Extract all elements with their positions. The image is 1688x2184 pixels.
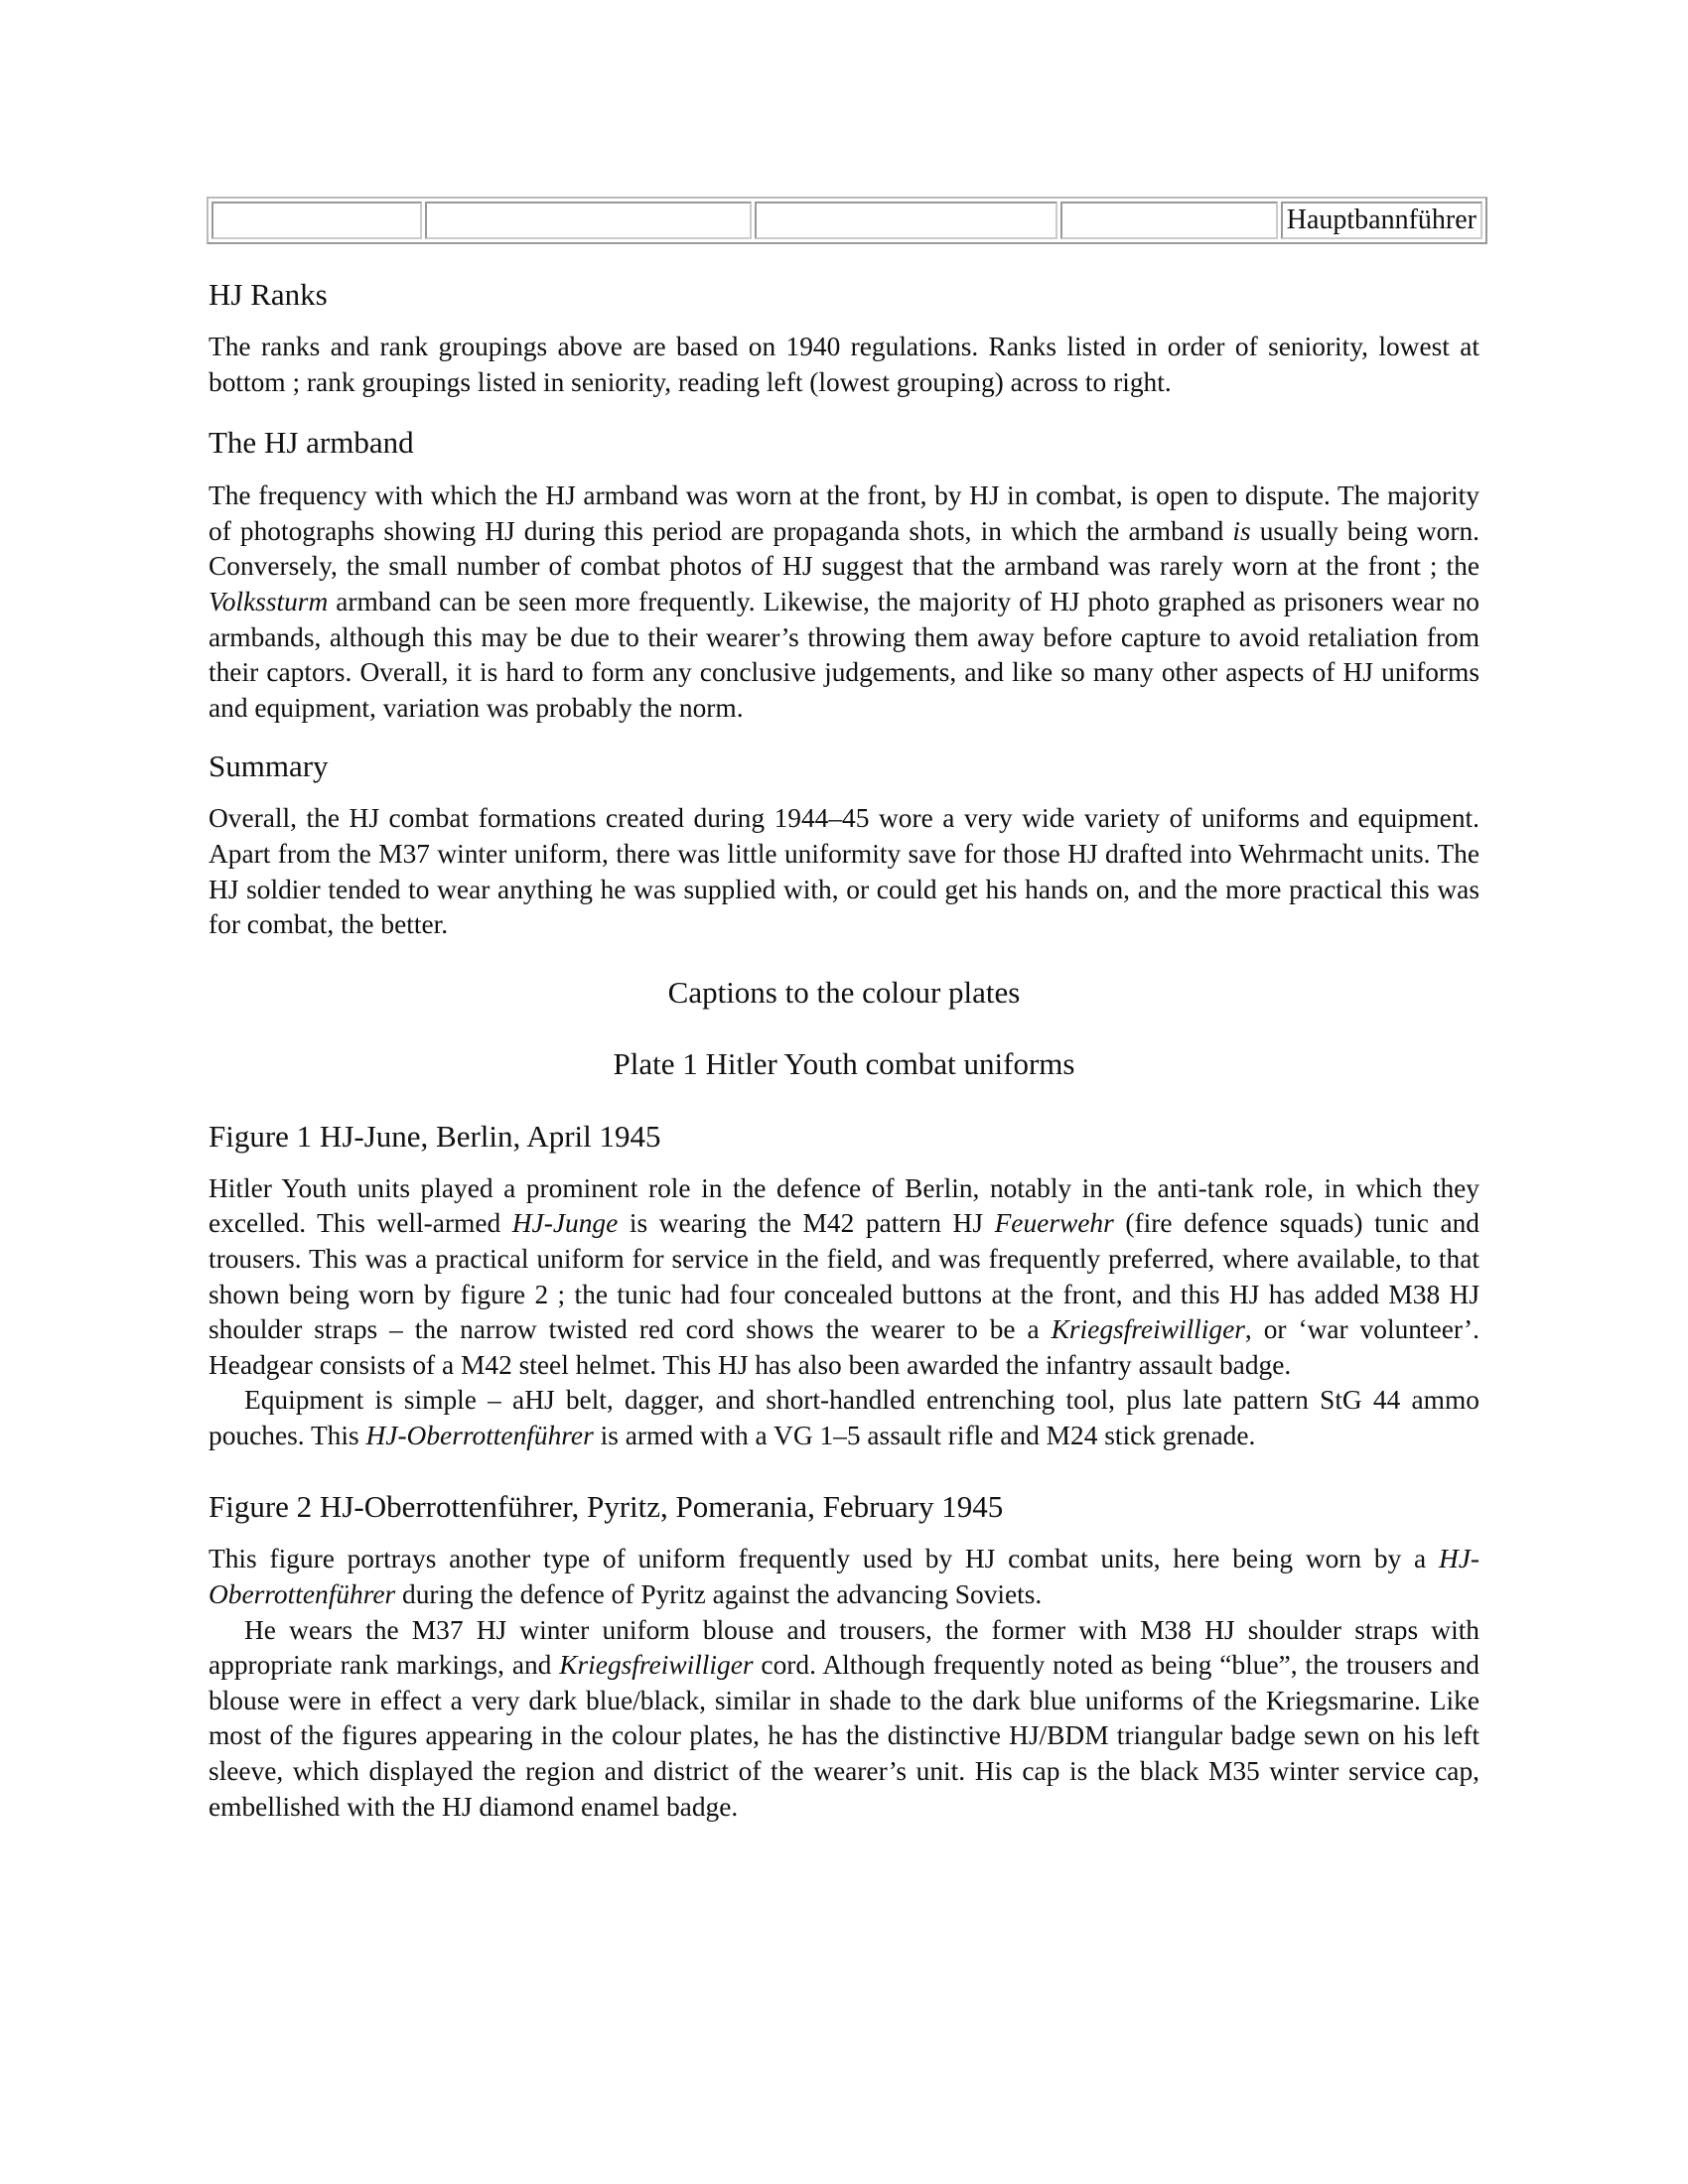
- text-run: armband can be seen more frequently. Likewise, the majority of HJ photo graphed as prisoners wear no armbands, although this may be due to their wearer’s throwing them away before capture to avoid retaliation from their captors. Overall, it is hard to form any conclusive judgements, and like so many other aspects of HJ uniforms and equipment, variation was probably the norm.: [209, 586, 1479, 723]
- table-cell: [755, 202, 1057, 239]
- text-run: (fire defence squads) tunic and trousers. This was a practical uniform for service in the field, and was frequently preferred, where available, to that shown being worn by figure 2 ; the tunic had four concealed buttons at the front, and this HJ has added M38 HJ shoulder straps – the narrow twisted red cord shows the wearer to be a: [209, 1208, 1479, 1345]
- rank-table: [207, 197, 1487, 244]
- text-run: This figure portrays another type of uniform frequently used by HJ combat units, here being worn by a: [209, 1544, 1439, 1574]
- text-run: cord. Although frequently noted as being “blue”, the trousers and blouse were in effect a very dark blue/black, similar in shade to the dark blue uniforms of the Kriegsmarine. Like most of the figures appearing in the colour plates, he has the distinctive HJ/BDM triangular badge sewn on his left sleeve, which displayed the region and district of the wearer’s unit. His cap is the black M35 winter service cap, embellished with the HJ diamond enamel badge.: [209, 1650, 1479, 1822]
- table-row: [211, 202, 1482, 239]
- figure-2-paragraph: [209, 1542, 1479, 1612]
- italic-text: is: [1232, 515, 1251, 546]
- ranks-paragraph: The ranks and rank groupings above are based on 1940 regulations. Ranks listed in order of seniority, lowest at bottom ; rank groupings listed in seniority, reading left (lowest grouping) across to right.: [209, 332, 1479, 397]
- text-run: He wears the M37 HJ winter uniform blouse and trousers, the former with M38 HJ shoulder straps with appropriate rank markings, and: [209, 1614, 1479, 1681]
- summary-paragraph: Overall, the HJ combat formations created during 1944–45 wore a very wide variety of uniforms and equipment. Apart from the M37 winter uniform, there was little uniformity save for those HJ drafted into Wehrmacht units. The HJ soldier tended to wear anything he was supplied with, or could get his hands on, and the more practical this was for combat, the better.: [209, 803, 1479, 940]
- text-run: , or ‘war volunteer’. Headgear consists of a M42 steel helmet. This HJ has also been awarded the infantry assault badge.: [209, 1314, 1480, 1380]
- text-run: The frequency with which the HJ armband was worn at the front, by HJ in combat, is open to dispute. The majority of photographs showing HJ during this period are propaganda shots, in which the armband: [209, 480, 1479, 546]
- document-page: [209, 197, 1479, 1825]
- italic-text: HJ-Junge: [511, 1208, 619, 1239]
- plate-heading: Plate 1 Hitler Youth combat uniforms: [613, 1045, 1075, 1081]
- italic-text: HJ-Oberrottenführer: [209, 1544, 1479, 1610]
- figure-1-paragraph: [209, 1171, 1479, 1384]
- text-run: Equipment is simple – aHJ belt, dagger, and short-handled entrenching tool, plus late pattern StG 44 ammo pouches. This: [209, 1385, 1479, 1450]
- section-heading-summary: Summary: [209, 749, 329, 784]
- text-run: during the defence of Pyritz against the advancing Soviets.: [395, 1579, 1043, 1610]
- italic-text: HJ-Oberrottenführer: [365, 1420, 594, 1450]
- italic-text: Feuerwehr: [994, 1208, 1114, 1239]
- text-run: usually being worn. Conversely, the small number of combat photos of HJ suggest that the armband was rarely worn at the front ; the: [209, 515, 1479, 582]
- text-run: is wearing the M42 pattern HJ: [618, 1208, 995, 1239]
- section-heading-hj-ranks: HJ Ranks: [209, 277, 328, 312]
- figure-1-heading: Figure 1 HJ-June, Berlin, April 1945: [209, 1118, 661, 1154]
- figure-2-paragraph-2: [209, 1613, 1479, 1826]
- armband-paragraph: [209, 478, 1479, 726]
- italic-text: Kriegsfreiwilliger: [1051, 1314, 1245, 1345]
- figure-2-heading: Figure 2 HJ-Oberrottenführer, Pyritz, Pomerania, February 1945: [209, 1489, 1004, 1525]
- captions-heading: Captions to the colour plates: [667, 974, 1021, 1010]
- text-run: is armed with a VG 1–5 assault rifle and M24 stick grenade.: [593, 1420, 1256, 1450]
- text-run: Hitler Youth units played a prominent role in the defence of Berlin, notably in the anti-tank role, in which they excelled. This well-armed: [209, 1172, 1479, 1239]
- italic-text: Volkssturm: [209, 586, 329, 616]
- table-cell: [211, 202, 422, 239]
- italic-text: Kriegsfreiwilliger: [559, 1650, 754, 1681]
- figure-1-paragraph-2: [209, 1383, 1479, 1453]
- table-cell: [425, 202, 753, 239]
- section-heading-armband: The HJ armband: [209, 425, 414, 461]
- table-cell: [1060, 202, 1278, 239]
- table-cell: Hauptbannführer: [1281, 202, 1482, 239]
